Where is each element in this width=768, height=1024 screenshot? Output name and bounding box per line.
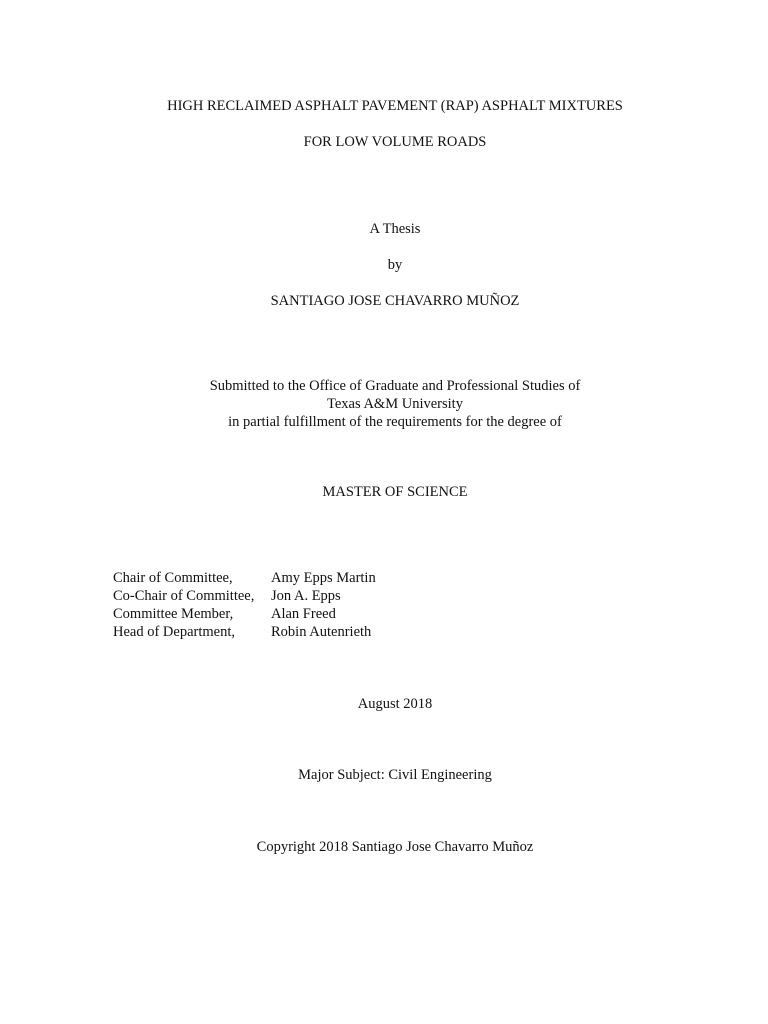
submission-line-1: Submitted to the Office of Graduate and Professional Studies of <box>209 378 581 394</box>
major-subject: Major Subject: Civil Engineering <box>298 767 492 783</box>
committee-role: Head of Department, <box>113 624 235 640</box>
committee-member-name: Jon A. Epps <box>271 588 341 604</box>
committee-role: Chair of Committee, <box>113 570 233 586</box>
thesis-title-line-1: HIGH RECLAIMED ASPHALT PAVEMENT (RAP) ASPHALT MIXTURES <box>167 98 623 114</box>
committee-member-name: Alan Freed <box>271 606 336 622</box>
committee-role: Co-Chair of Committee, <box>113 588 255 604</box>
submission-line-3: in partial fulfillment of the requirements for the degree of <box>228 414 562 430</box>
thesis-title-line-2: FOR LOW VOLUME ROADS <box>303 134 487 150</box>
by-label: by <box>387 257 403 273</box>
committee-role: Committee Member, <box>113 606 234 622</box>
committee-member-name: Robin Autenrieth <box>271 624 372 640</box>
copyright-notice: Copyright 2018 Santiago Jose Chavarro Muñoz <box>256 839 534 855</box>
committee-row-head <box>113 623 376 641</box>
committee-member-name: Amy Epps Martin <box>271 570 376 586</box>
committee-row-member <box>113 605 376 623</box>
submission-line-2: Texas A&M University <box>327 396 463 412</box>
submission-date: August 2018 <box>357 696 433 712</box>
degree-name: MASTER OF SCIENCE <box>322 484 468 500</box>
committee-row-chair <box>113 569 376 587</box>
author-name: SANTIAGO JOSE CHAVARRO MUÑOZ <box>270 293 520 309</box>
document-type: A Thesis <box>369 221 421 237</box>
committee-row-co-chair <box>113 587 376 605</box>
committee-list <box>113 569 376 641</box>
